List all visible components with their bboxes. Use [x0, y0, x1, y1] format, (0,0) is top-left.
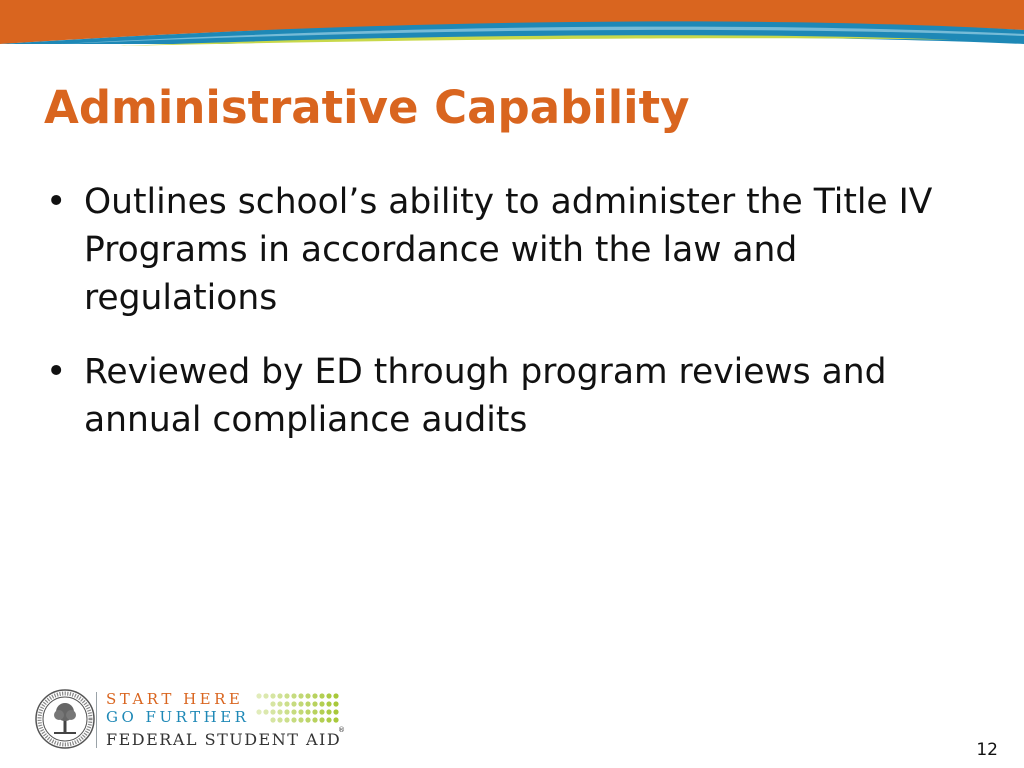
logo-dot	[298, 717, 303, 722]
logo-dot	[333, 717, 338, 722]
logo-dot	[305, 709, 310, 714]
logo-dot	[277, 709, 282, 714]
registered-mark: ®	[338, 726, 345, 734]
slide-title: Administrative Capability	[44, 81, 690, 134]
logo-dot	[298, 693, 303, 698]
bullet-item	[44, 178, 994, 322]
logo-dot	[263, 709, 268, 714]
bullet-item	[44, 348, 994, 444]
logo-divider	[96, 692, 97, 748]
logo-start-here: START HERE	[106, 690, 244, 708]
bullet-dot-icon: •	[46, 182, 67, 222]
logo-dot	[298, 701, 303, 706]
logo-dot	[326, 701, 331, 706]
logo-dot	[319, 717, 324, 722]
logo-dot	[305, 701, 310, 706]
logo-dot	[312, 717, 317, 722]
logo-dot	[256, 693, 261, 698]
logo-dot	[312, 693, 317, 698]
logo-dot	[291, 709, 296, 714]
logo-dot	[319, 709, 324, 714]
logo-dot	[277, 717, 282, 722]
logo-dot	[284, 709, 289, 714]
bullet-text: Outlines school’s ability to administer the Title IV Programs in accordance with the law and regulations	[84, 182, 933, 318]
logo-dot	[284, 717, 289, 722]
logo-dot	[319, 701, 324, 706]
logo-dot	[333, 693, 338, 698]
logo-dot	[270, 693, 275, 698]
logo-dot	[256, 709, 261, 714]
logo-dot	[270, 701, 275, 706]
logo-dot	[277, 701, 282, 706]
logo-dot	[312, 709, 317, 714]
logo-dot	[270, 717, 275, 722]
logo-dot	[305, 717, 310, 722]
logo-dot	[277, 693, 282, 698]
page-number: 12	[976, 740, 998, 760]
logo-dot	[284, 693, 289, 698]
bullet-dot-icon: •	[46, 352, 67, 392]
logo-dot	[263, 693, 268, 698]
bullet-list	[44, 178, 994, 444]
logo-dot	[270, 709, 275, 714]
logo-dot	[284, 701, 289, 706]
logo-dot	[326, 709, 331, 714]
logo-go-further: GO FURTHER	[106, 708, 250, 726]
logo-dot	[291, 693, 296, 698]
logo-dot	[326, 693, 331, 698]
department-of-education-seal-icon	[34, 688, 96, 750]
header-wave-band	[0, 0, 1024, 60]
logo-dot	[333, 709, 338, 714]
logo-dot	[291, 717, 296, 722]
logo-dot	[319, 693, 324, 698]
logo-dot	[312, 701, 317, 706]
logo-dot	[333, 701, 338, 706]
logo-dot	[291, 701, 296, 706]
logo-federal-student-aid: FEDERAL STUDENT AID	[106, 730, 342, 749]
logo-dot	[298, 709, 303, 714]
federal-student-aid-logo	[34, 688, 354, 754]
bullet-text: Reviewed by ED through program reviews and annual compliance audits	[84, 352, 887, 440]
logo-dot	[305, 693, 310, 698]
logo-dot-grid-icon	[256, 692, 340, 726]
logo-dot	[326, 717, 331, 722]
